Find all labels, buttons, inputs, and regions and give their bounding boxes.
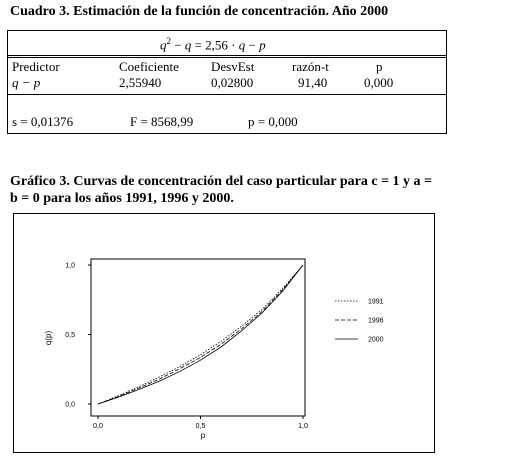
table-divider bbox=[7, 57, 447, 58]
y-axis-label: q(p) bbox=[44, 330, 53, 346]
column-header: p bbox=[376, 59, 383, 74]
column-header: Coeficiente bbox=[119, 59, 179, 74]
stat-s: s = 0,01376 bbox=[12, 114, 74, 129]
table-cell: 2,55940 bbox=[119, 75, 162, 90]
y-tick-label: 0,5 bbox=[65, 332, 75, 339]
legend-label: 1996 bbox=[368, 317, 384, 325]
table-cell: 0,000 bbox=[364, 75, 394, 90]
column-header: DesvEst bbox=[211, 59, 255, 74]
table-cell: 0,02800 bbox=[211, 75, 254, 90]
table-cell: q − p bbox=[12, 75, 41, 90]
column-header: Predictor bbox=[12, 59, 60, 74]
table-divider bbox=[7, 55, 447, 56]
chart-caption: Gráfico 3. Curvas de concentración del caso particular para c = 1 y a = bbox=[10, 174, 433, 189]
concentration-chart bbox=[13, 213, 435, 453]
x-tick-label: 0,0 bbox=[93, 423, 103, 430]
regression-equation: $q^2 - q = 2,56 \cdot q - p$ bbox=[160, 36, 266, 53]
y-tick-label: 0,0 bbox=[65, 401, 75, 409]
stat-f: F = 8568,99 bbox=[130, 114, 194, 129]
table-divider bbox=[7, 94, 447, 95]
column-header: razón-t bbox=[292, 59, 329, 74]
table-cell: 91,40 bbox=[298, 75, 328, 90]
stat-p: p = 0,000 bbox=[248, 114, 298, 129]
x-tick-label: 0,5 bbox=[195, 423, 206, 430]
y-tick-label: 1,0 bbox=[65, 262, 75, 270]
legend-label: 2000 bbox=[368, 336, 384, 344]
x-axis-label: p bbox=[200, 431, 206, 440]
table-title: Cuadro 3. Estimación de la función de concentración. Año 2000 bbox=[10, 4, 389, 19]
chart-outer-frame bbox=[14, 214, 435, 453]
legend-label: 1991 bbox=[368, 298, 384, 306]
chart-caption: b = 0 para los años 1991, 1996 y 2000. bbox=[10, 191, 234, 206]
x-tick-label: 1,0 bbox=[298, 423, 308, 430]
